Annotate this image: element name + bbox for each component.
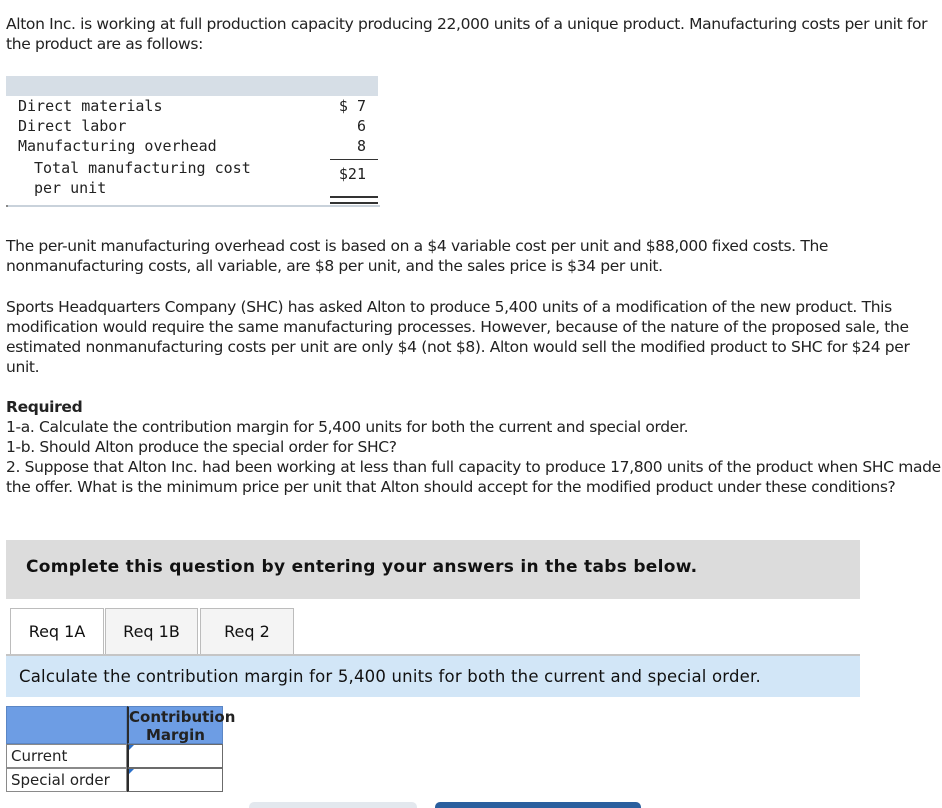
required-title: Required xyxy=(6,398,83,416)
cost-row-manufacturing-overhead xyxy=(6,136,378,156)
required-item-1b: 1-b. Should Alton produce the special order for SHC? xyxy=(6,438,397,456)
required-section xyxy=(6,397,941,497)
cost-amount: $ 7 xyxy=(338,97,366,115)
row-label-current: Current xyxy=(6,744,127,768)
tab-req-2[interactable]: Req 2 xyxy=(200,608,294,654)
cost-table-header-bar xyxy=(6,76,378,96)
required-item-2: 2. Suppose that Alton Inc. had been working at less than full capacity to produce 17,800 units of the product when SHC made the offer. What is the minimum price per unit that Alton should accept for the modified product under these conditions? xyxy=(6,458,941,496)
tab-req-1b[interactable]: Req 1B xyxy=(105,608,198,654)
header-line1: Contribution xyxy=(129,708,236,726)
banner-text: Complete this question by entering your answers in the tabs below. xyxy=(26,557,698,577)
total-label-line2: per unit xyxy=(34,179,107,197)
tab-instruction: Calculate the contribution margin for 5,400 units for both the current and special order. xyxy=(6,656,860,697)
problem-intro: Alton Inc. is working at full production capacity producing 22,000 units of a unique product. Manufacturing costs per unit for the product are as follows: xyxy=(6,15,928,53)
cost-label: Direct labor xyxy=(18,117,127,135)
manufacturing-cost-table xyxy=(6,76,378,198)
tab-req-1a[interactable]: Req 1A xyxy=(10,608,104,656)
overhead-paragraph: The per-unit manufacturing overhead cost is based on a $4 variable cost per unit and $88,000 fixed costs. The nonmanufacturing costs, all variable, are $8 per unit, and the sales price is $34 per unit. xyxy=(6,237,829,275)
input-flag-icon xyxy=(129,769,134,774)
grid-header-contribution-margin xyxy=(127,706,236,744)
required-item-1a: 1-a. Calculate the contribution margin for 5,400 units for both the current and special order. xyxy=(6,418,689,436)
current-contribution-margin-input[interactable] xyxy=(127,744,223,768)
row-label-special-order: Special order xyxy=(6,768,127,792)
cost-amount: 8 xyxy=(356,137,366,155)
cost-row-direct-materials xyxy=(6,96,378,116)
input-flag-icon xyxy=(129,745,134,750)
cost-label: Manufacturing overhead xyxy=(18,137,217,155)
total-label xyxy=(34,158,251,198)
cost-row-direct-labor xyxy=(6,116,378,136)
shc-offer-paragraph: Sports Headquarters Company (SHC) has asked Alton to produce 5,400 units of a modification of the new product. This modification would require the same manufacturing processes. However, because of the nature of the proposed sale, the estimated nonmanufacturing costs per unit are only $4 (not $8). Alton would sell the modified product to SHC for $24 per unit. xyxy=(6,298,910,376)
header-line2: Margin xyxy=(145,726,205,744)
cost-row-total xyxy=(6,156,378,198)
special-order-contribution-margin-input[interactable] xyxy=(127,768,223,792)
total-label-line1: Total manufacturing cost xyxy=(34,159,251,177)
grid-header-blank xyxy=(6,706,127,744)
prev-button[interactable] xyxy=(249,802,417,808)
double-underline xyxy=(330,196,378,204)
total-amount: $21 xyxy=(330,159,378,189)
cost-table-bottom-rule xyxy=(6,205,380,207)
cost-amount: 6 xyxy=(356,117,366,135)
cost-label: Direct materials xyxy=(18,97,163,115)
next-button[interactable] xyxy=(435,802,641,808)
complete-question-banner xyxy=(6,540,860,599)
